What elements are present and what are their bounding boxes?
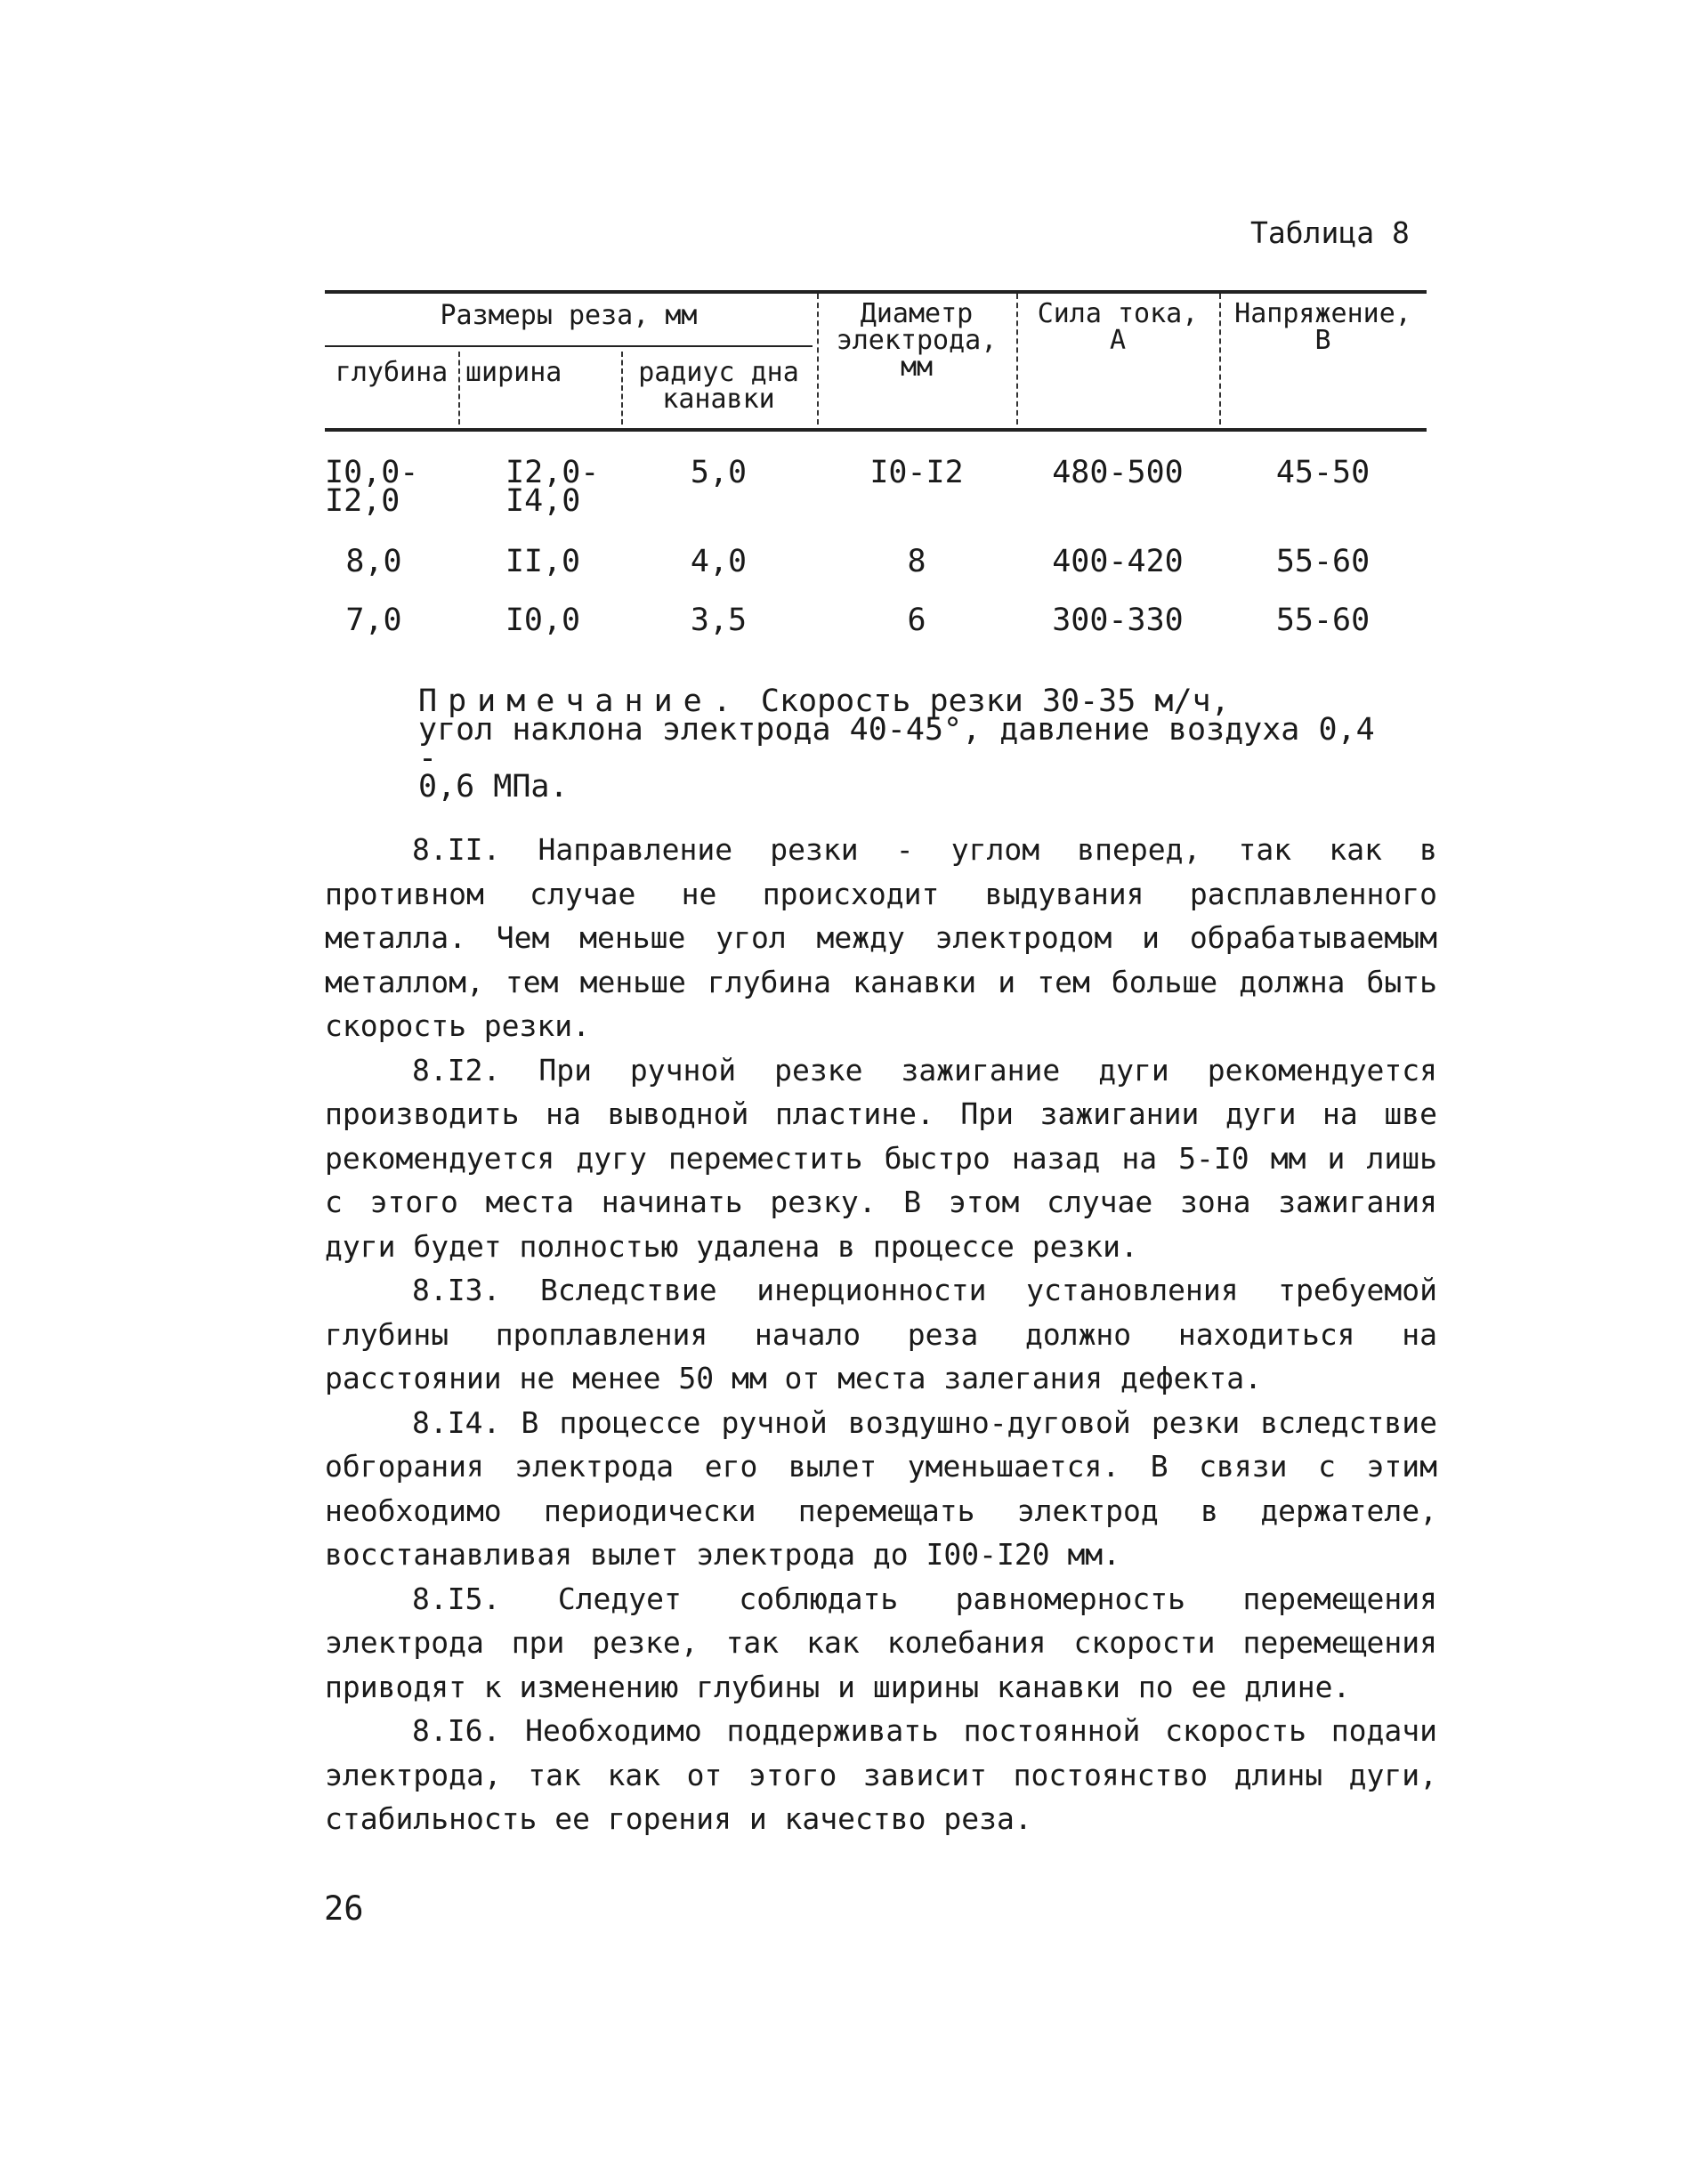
header-cut-dimensions: Размеры реза, мм [440,300,698,331]
table-header-bottom-rule [325,428,1427,432]
paragraph-8-12: 8.I2. При ручной резке зажигание дуги рекомендуется производить на выводной пластине. При зажигании дуги на шве рекомендуется дугу переместить быстро назад на 5-I0 мм и лишь с этого места начинать резку. В этом случае зона зажигания дуги будет полностью удалена в процессе резки. [325,1052,1437,1264]
cell-radius: 3,5 [690,603,748,638]
paragraph-8-16: 8.I6. Необходимо поддерживать постоянной скорость подачи электрода, так как от этого зависит постоянство длины дуги, стабильность ее горения и качество реза. [325,1713,1437,1836]
table-note [418,684,1379,805]
cell-width: I2,0- I4,0 [505,455,600,519]
page-number: 26 [324,1889,364,1928]
cell-depth: 8,0 [345,544,402,579]
cell-current: 300-330 [1052,603,1184,638]
cell-current: 480-500 [1052,455,1184,490]
cell-depth: I0,0- I2,0 [325,455,419,519]
table-subheader-rule [325,345,813,347]
cell-voltage: 45-50 [1275,455,1371,490]
header-depth: глубина [335,357,449,388]
paragraph-8-13: 8.I3. Вследствие инерционности установления требуемой глубины проплавления начало реза должно находиться на расстоянии не менее 50 мм от места залегания дефекта. [325,1273,1437,1395]
table-caption: Таблица 8 [1250,215,1410,250]
body-text [325,828,1437,1841]
cell-width: II,0 [505,544,581,579]
cell-diameter: I0-I2 [869,455,964,490]
cell-voltage: 55-60 [1275,544,1371,579]
header-electrode-diameter: Диаметр электрода, мм [836,298,998,383]
header-width: ширина [465,357,562,388]
cell-current: 400-420 [1052,544,1184,579]
cell-depth: 7,0 [345,603,402,638]
note-label: Примечание. [418,684,742,719]
table-top-rule [325,290,1427,294]
cell-radius: 5,0 [690,455,748,490]
note-text: Скорость резки 30-35 м/ч, угол наклона электрода 40-45°, давление воздуха 0,4 - 0,6 МПа. [418,684,1375,805]
cell-diameter: 6 [907,603,926,638]
cell-width: I0,0 [505,603,581,638]
cell-voltage: 55-60 [1275,603,1371,638]
cell-radius: 4,0 [690,544,748,579]
cell-diameter: 8 [907,544,926,579]
header-current: Сила тока, А [1037,298,1199,356]
paragraph-8-15: 8.I5. Следует соблюдать равномерность перемещения электрода при резке, так как колебания скорости перемещения приводят к изменению глубины и ширины канавки по ее длине. [325,1581,1437,1704]
paragraph-8-11: 8.II. Направление резки - углом вперед, так как в противном случае не происходит выдувания расплавленного металла. Чем меньше угол между электродом и обрабатываемым металлом, тем меньше глубина канавки и тем больше должна быть скорость резки. [325,832,1437,1043]
header-voltage: Напряжение, В [1234,298,1411,356]
header-groove-radius: радиус дна канавки [638,357,799,415]
paragraph-8-14: 8.I4. В процессе ручной воздушно-дуговой резки вследствие обгорания электрода его вылет уменьшается. В связи с этим необходимо периодически перемещать электрод в держателе, восстанавливая вылет электрода до I00-I20 мм. [325,1404,1437,1572]
